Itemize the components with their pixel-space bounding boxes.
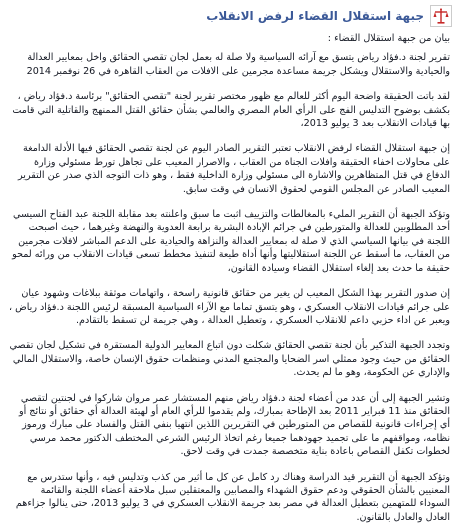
page-name-link[interactable]: جبهة استقلال القضاء لرفض الانقلاب <box>206 9 424 23</box>
post-paragraph: وتشير الجبهة إلى أن عدد من أعضاء لجنة د.فؤاد رياض منهم المستشار عمر مروان شاركوا في لجنتين لتقصي الحقائق منذ 11 فبراير 2011 بعد الإطاحة بمبارك، ولم يقدموا للرأي العام أو لهيئة العدالة أي حقائق أو نتائج أو أي إجراءات قانونية للقصاص من المتورطين في التقريرين اللذين انتهيا بنفي القتل والفساد على مبارك ورموز نظامه، ومواقفهم ما على تجميد جهودهما جميعا رغم اتخاذ الرئيس الشرعي المختطف الدكتور محمد مرسي لخطوات تكفل القصاص باعادة بناية متخصصة جمدت في وقت لاحق. <box>18 392 450 458</box>
post-paragraph: وتؤكد الجبهة أن التقرير قيد الدراسة وهناك رد كامل عن كل ما أثير من كذب وتدليس فيه ، وأنها ستدرس مع المعنيين بالشأن الحقوقي ودعم حقوق الشهداء والمصابين والمعتقلين سبل ملاحقة أعضاء اللجنة والقائمة السوداء للمتهمين بتعطيل العدالة في مصر بعد جريمة الانقلاب العسكري في 3 يوليو 2013، حتى ينالوا جزاءهم العادل والعادل بالقانون. <box>15 471 450 523</box>
post-paragraph: إن جبهة استقلال القضاء لرفض الانقلاب تعتبر التقرير الصادر اليوم عن لجنة تقصي الحقائق فيها الأدلة الدامغة على محاولات اخفاء الحقيقة وافلات الجناة من العقاب ، والاصرار المعيب على تجاهل تورط مسئولي وزارة الدفاع في قتل المتظاهرين والاشارة الى مسئولي وزارة الداخلية فقط ، وهو ذات التوجه الذي صدر عن التقرير المعيب الصادر عن المجلس القومي لحقوق الانسان في وقت سابق. <box>18 143 450 195</box>
post-paragraph: وتؤكد الجبهة أن التقرير المليء بالمغالطات والتزييف اثبت ما سبق واعلنته بعد مقابلة اللجنة عبد الفتاح السيسي أحد المطلوبين للعدالة والمتورطين في جرائم الإبادة البشرية برابعة العدوية والنهضة وغيرهما ، حيث اصبحت اللجنة في بيانها السياسي الذي لا صلة له بمعايير العدالة والنزاهة والحيادية على الدعم المباشر لافلات مجرمين من العقاب، ما أسقط عن اللجنة استقلاليتها وأنها أداة طيعة لتنفيذ مخطط تسعى قيادات الانقلاب من ورائه لمحو حقيقة ما حدث بعد إلغاء استقلال القضاء وسيادة القانون، <box>12 209 450 274</box>
post-paragraph: لقد باتت الحقيقة واضحة اليوم أكثر للعالم مع ظهور مختصر تقرير لجنة "تقصي الحقائق" برئاسة د.فؤاد رياض ، بكشف بوضوح التدليس الفج على الرأي العام المصري والعالمي بشأن حقائق القتل الممنهج والقاتلية التي قامت بها قيادات الانقلاب بعد 3 يوليو 2013، <box>12 91 450 130</box>
post-body <box>8 32 450 523</box>
post-paragraph: وتجدد الجبهة التذكير بأن لجنة تقصي الحقائق شكلت دون اتباع المعايير الدولية المستقرة في تشكيل لجان تقصي الحقائق من حيث وجود ممثلي اسر الضحايا والمجتمع المدني ومنظمات حقوق الإنسان خاصة، والاستقلال المالي والإداري عن الحكومة، وهو ما لم يحدث. <box>9 340 450 379</box>
post-paragraph: إن صدور التقرير بهذا الشكل المعيب لن يغير من حقائق قانونية راسخة ، واتهامات موثقة ببلاغات وشهود عيان على جرائم قيادات الانقلاب العسكري ، وهو يتسق تماما مع الآراء السياسية المسبقة لرئيس اللجنة د.فؤاد رياض ، ويعبر عن اداء حزبي داعم للانقلاب العسكري ، وتعطيل العدالة ، وهي جريمة لن تسقط بالتقادم. <box>9 288 450 326</box>
scales-of-justice-icon <box>432 7 450 25</box>
post-paragraph: تقرير لجنة د.فؤاد رياض يتسق مع آرائه السياسية ولا صلة له بعمل لجان تقصي الحقائق واخل بمعايير العدالة والحيادية والاستقلال ويشكل جريمة مساعدة مجرمين على الافلات من العقاب القاهرة في 26 نوفمبر 2014 <box>26 52 450 77</box>
post-paragraph: بيان من جبهة استقلال القضاء : <box>327 33 450 44</box>
post-header <box>6 4 452 28</box>
page-avatar[interactable] <box>430 5 452 27</box>
